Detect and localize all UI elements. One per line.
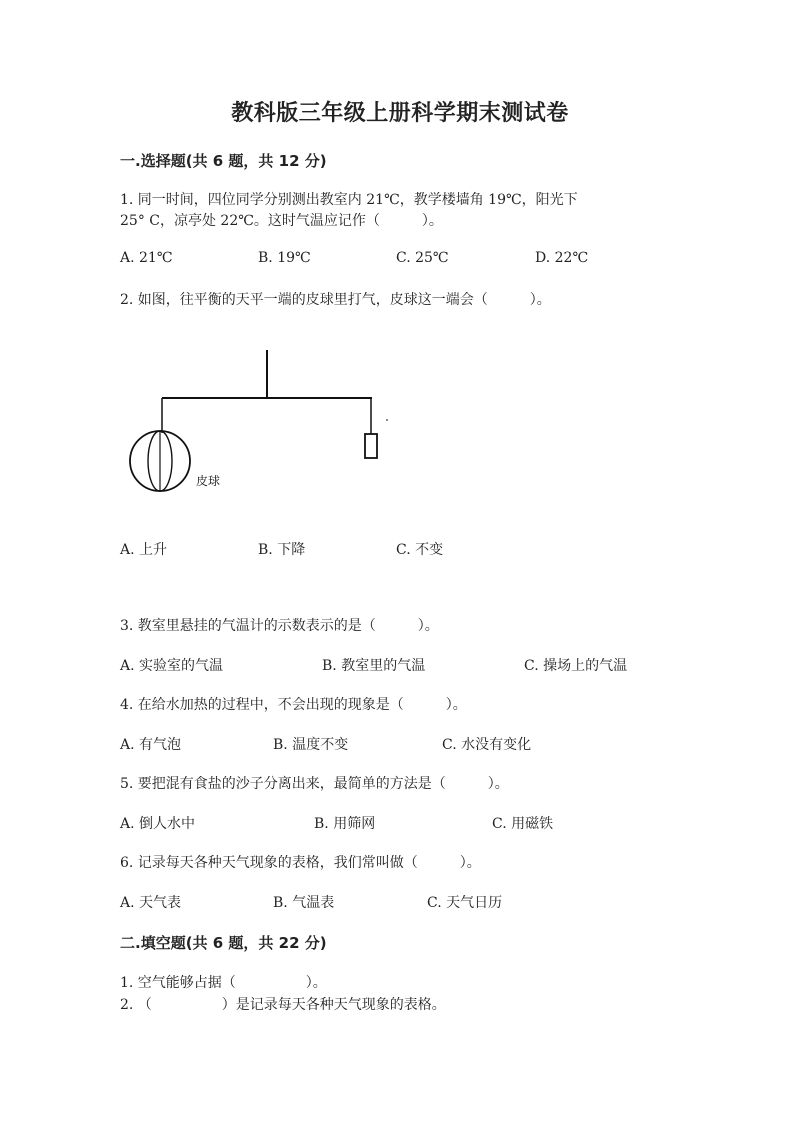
question-5-text: 5. 要把混有食盐的沙子分离出来，最简单的方法是（ ）。 — [120, 776, 509, 792]
question-2-option-a: A. 上升 — [120, 542, 168, 558]
balance-diagram — [120, 340, 400, 510]
question-6-text: 6. 记录每天各种天气现象的表格，我们常叫做（ ）。 — [120, 855, 481, 871]
section-heading-choice: 一.选择题(共 6 题，共 12 分) — [120, 152, 327, 170]
question-5-option-a: A. 倒人水中 — [120, 816, 196, 832]
question-2-option-b: B. 下降 — [258, 542, 306, 558]
question-1-line-1: 1. 同一时间，四位同学分别测出教室内 21℃，教学楼墙角 19℃，阳光下 — [120, 192, 578, 208]
question-6-option-b: B. 气温表 — [273, 895, 335, 911]
question-2-option-c: C. 不变 — [396, 542, 444, 558]
question-3-option-b: B. 教室里的气温 — [322, 658, 426, 674]
question-1-option-d: D. 22℃ — [535, 250, 589, 266]
section-heading-fill-blank: 二.填空题(共 6 题，共 22 分) — [120, 934, 327, 952]
question-3-option-c: C. 操场上的气温 — [524, 658, 628, 674]
question-4-option-b: B. 温度不变 — [273, 737, 349, 753]
question-1-option-c: C. 25℃ — [396, 250, 449, 266]
question-6-option-a: A. 天气表 — [120, 895, 182, 911]
question-4-option-c: C. 水没有变化 — [442, 737, 532, 753]
question-1-line-2: 25° C，凉亭处 22℃。这时气温应记作（ ）。 — [120, 213, 443, 229]
question-6-option-c: C. 天气日历 — [427, 895, 503, 911]
ball-icon — [130, 431, 190, 491]
question-2-text: 2. 如图，往平衡的天平一端的皮球里打气，皮球这一端会（ ）。 — [120, 292, 551, 308]
question-3-text: 3. 教室里悬挂的气温计的示数表示的是（ ）。 — [120, 618, 439, 634]
question-5-option-c: C. 用磁铁 — [492, 816, 554, 832]
weight-block — [365, 434, 377, 458]
fill-question-2: 2. （ ）是记录每天各种天气现象的表格。 — [120, 997, 446, 1013]
question-1-option-b: B. 19℃ — [258, 250, 311, 266]
ball-label: 皮球 — [196, 474, 221, 488]
question-1-option-a: A. 21℃ — [120, 250, 173, 266]
question-4-text: 4. 在给水加热的过程中，不会出现的现象是（ ）。 — [120, 697, 467, 713]
question-3-option-a: A. 实验室的气温 — [120, 658, 224, 674]
question-4-option-a: A. 有气泡 — [120, 737, 182, 753]
balance-figure — [120, 340, 400, 510]
page-title: 教科版三年级上册科学期末测试卷 — [231, 101, 569, 126]
fill-question-1: 1. 空气能够占据（ ）。 — [120, 975, 327, 991]
question-5-option-b: B. 用筛网 — [314, 816, 376, 832]
speck-mark — [386, 419, 388, 421]
